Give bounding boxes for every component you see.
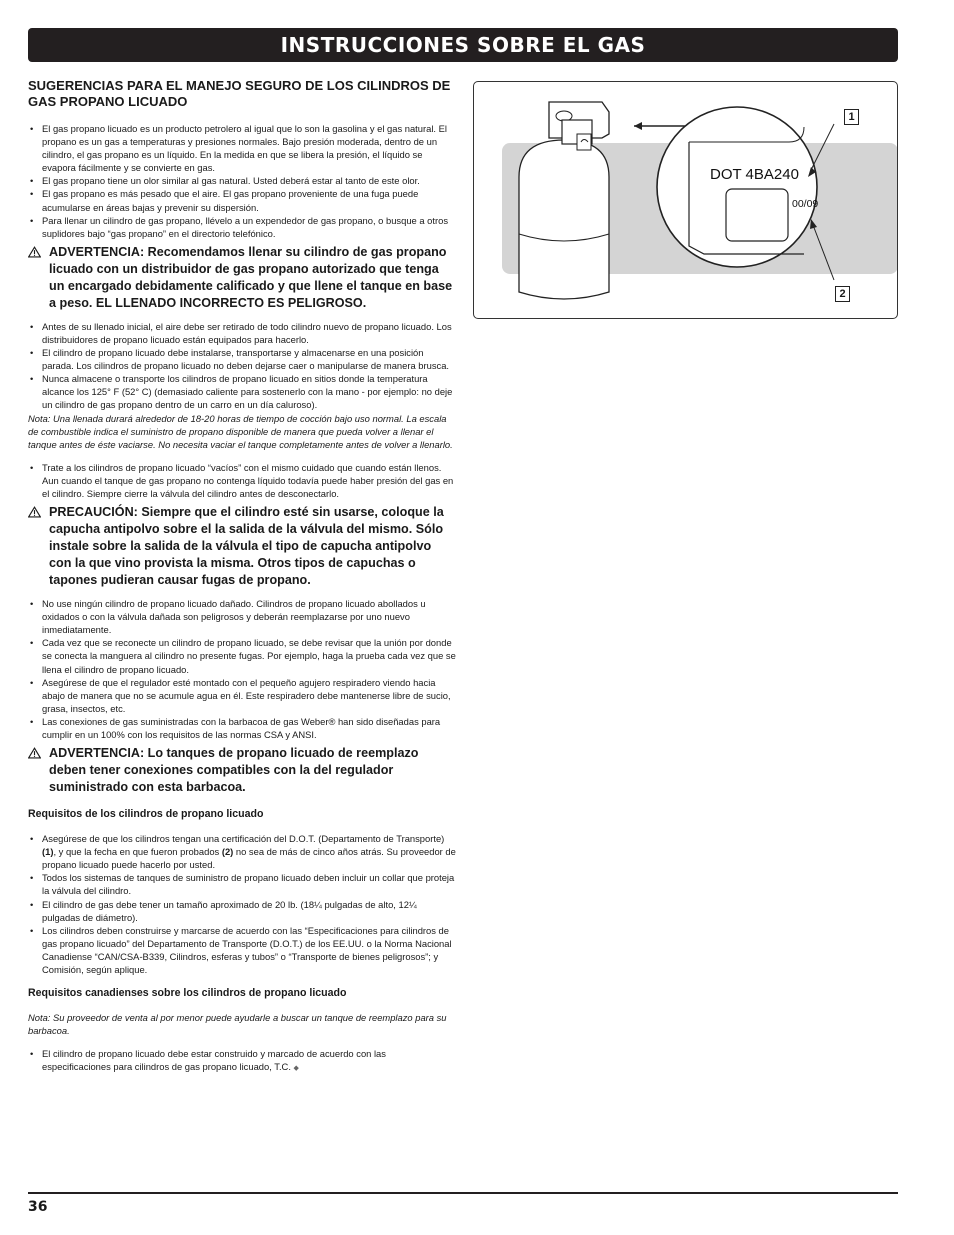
list-item: • Asegúrese de que los cilindros tengan una certificación del D.O.T. (Departamento de Transporte) (1), y que la fecha en que fueron probados (2) no sea de más de cinco años atrás. Su proveedor de propano licuado puede hacerlo por usted. (28, 832, 456, 871)
warning-triangle-icon (28, 506, 41, 518)
list-item: • El gas propano tiene un olor similar al gas natural. Usted deberá estar al tanto de este olor. (28, 174, 456, 187)
canada-list (28, 1047, 456, 1075)
bullet-list-1 (28, 122, 456, 240)
warning-text-2: ADVERTENCIA: Lo tanques de propano licuado de reemplazo deben tener conexiones compatibles con la del regulador suministrado con esta barbacoa. (49, 746, 419, 795)
list-item: • El cilindro de gas debe tener un tamaño aproximado de 20 lb. (18¼ pulgadas de alto, 12¼ pulgadas de diámetro). (28, 898, 456, 924)
bullet-list-4 (28, 597, 456, 741)
requirements-list (28, 832, 456, 976)
list-item: • Asegúrese de que el regulador esté montado con el pequeño agujero respiradero viendo hacia abajo de manera que no se acumule agua en él. Este respiradero debe mantenerse libre de sucio, grasa, insectos, etc. (28, 676, 456, 715)
warning-text-1: ADVERTENCIA: Recomendamos llenar su cilindro de gas propano licuado con un distribuidor de gas propano autorizado que tenga un encargado debidamente calificado y que llene el tanque en base a peso. EL LLENADO INCORRECTO ES PELIGROSO. (49, 244, 453, 310)
list-item: • Trate a los cilindros de propano licuado “vacíos” con el mismo cuidado que cuando están llenos. Aun cuando el tanque de gas propano no contenga líquido todavía puede haber presión del gas en el cilindro. Siempre cierre la válvula del cilindro antes de desconectarlo. (28, 461, 456, 500)
list-item: • Los cilindros deben construirse y marcarse de acuerdo con las “Especificaciones para cilindros de gas propano licuado” del Departamento de Transporte (D.O.T.) de los EE.UU. o la Norma Nacional Canadiense “CAN/CSA-B339, Cilindros, esferas y tubos” o “Transporte de bienes peligrosos”; y Comisión, según aplique. (28, 924, 456, 976)
warning-triangle-icon (28, 747, 41, 759)
list-item: • Antes de su llenado inicial, el aire debe ser retirado de todo cilindro nuevo de propano licuado. Los distribuidores de propano licuado están equipados para hacerlo. (28, 320, 456, 346)
section-title: SUGERENCIAS PARA EL MANEJO SEGURO DE LOS CILINDROS DE GAS PROPANO LICUADO (28, 78, 451, 109)
bullet-list-2 (28, 320, 456, 412)
list-item: • Todos los sistemas de tanques de suministro de propano licuado deben incluir un collar que proteja la válvula del cilindro. (28, 871, 456, 897)
page-title: INSTRUCCIONES SOBRE EL GAS (280, 33, 646, 57)
footer-rule (28, 1192, 898, 1194)
canada-requirements-title: Requisitos canadienses sobre los cilindros de propano licuado (28, 987, 347, 1000)
list-item: • Cada vez que se reconecte un cilindro de propano licuado, se debe revisar que la unión por donde se conecta la manguera al cilindro no presente fugas. Por ejemplo, haga la prueba cada vez que se llena el cilindro de propano licuado. (28, 636, 456, 675)
caution-block (28, 504, 456, 589)
list-item: • No use ningún cilindro de propano licuado dañado. Cilindros de propano licuado abollados u oxidados o con la válvula dañada son peligrosos y deberán reemplazarse por uno nuevo inmediatamente. (28, 597, 456, 636)
list-item: • El cilindro de propano licuado debe instalarse, transportarse y almacenarse en una posición parada. Los cilindros de propano licuado no deben dejarse caer o manipularse de manera brusca. (28, 346, 456, 372)
list-item: • El gas propano es más pesado que el aire. El gas propano proveniente de una fuga puede acumularse en áreas bajas y prevenir su dispersión. (28, 187, 456, 213)
warning-block-1 (28, 244, 456, 312)
end-mark-icon: ◆ (293, 1065, 299, 1073)
dot-stamp-text: DOT 4BA240 (710, 166, 799, 183)
section-header (28, 28, 898, 62)
callout-2: 2 (835, 286, 850, 302)
warning-triangle-icon (28, 246, 41, 258)
cylinder-figure (473, 81, 898, 319)
list-item: • Nunca almacene o transporte los cilindros de propano licuado en sitios donde la temperatura alcance los 125° F (52° C) (demasiado caliente para sostenerlo con la mano - por ejemplo: no deje un cilindro de gas propano dentro de un carro en un día caluroso). (28, 372, 456, 411)
warning-block-2 (28, 745, 456, 796)
list-item: • Para llenar un cilindro de gas propano, llévelo a un expendedor de gas propano, o busque a otros suplidores bajo “gas propano” en el directorio telefónico. (28, 214, 456, 240)
page-number: 36 (28, 1199, 48, 1215)
list-item: • El gas propano licuado es un producto petrolero al igual que lo son la gasolina y el gas natural. El propano es un gas a temperaturas y presiones normales. Bajo presión moderada, dentro de un cilindro, el gas propano es un líquido. En la medida en que se libera la presión, el líquido se evapora fácilmente y se convierte en gas. (28, 122, 456, 174)
bullet-list-3 (28, 461, 456, 500)
note-fill-duration: Nota: Una llenada durará alrededor de 18-20 horas de tiempo de cocción bajo uso normal. La escala de combustible indica el suministro de propano disponible de manera que pueda volver a llenar el tanque antes de éste vaciarse. No necesita vaciar el tanque completamente antes de volver a llenarlo. (28, 412, 453, 450)
text-column (28, 78, 456, 1076)
callout-ref-1: (1) (42, 846, 54, 858)
callout-ref-2: (2) (221, 846, 234, 858)
list-item: • Las conexiones de gas suministradas con la barbacoa de gas Weber® han sido diseñadas para cumplir en un 100% con los requisitos de las normas CSA y ANSI. (28, 715, 456, 741)
note-retailer: Nota: Su proveedor de venta al por menor puede ayudarle a buscar un tanque de reemplazo para su barbacoa. (28, 1012, 447, 1037)
test-date-text: 00/09 (792, 198, 819, 210)
list-item: • El cilindro de propano licuado debe estar construido y marcado de acuerdo con las especificaciones para cilindros de gas propano licuado, T.C. ◆ (28, 1047, 456, 1075)
requirements-title: Requisitos de los cilindros de propano licuado (28, 808, 264, 821)
caution-text: PRECAUCIÓN: Siempre que el cilindro esté sin usarse, coloque la capucha antipolvo sobre el la salida de la válvula del mismo. Sólo instale sobre la salida de la válvula el tipo de capucha antipolvo con la que vino provista la misma. Otros tipos de capuchas o tapones pudieran causar fugas de propano. (49, 505, 444, 588)
cylinder-illustration (474, 82, 897, 318)
callout-1: 1 (844, 109, 859, 125)
